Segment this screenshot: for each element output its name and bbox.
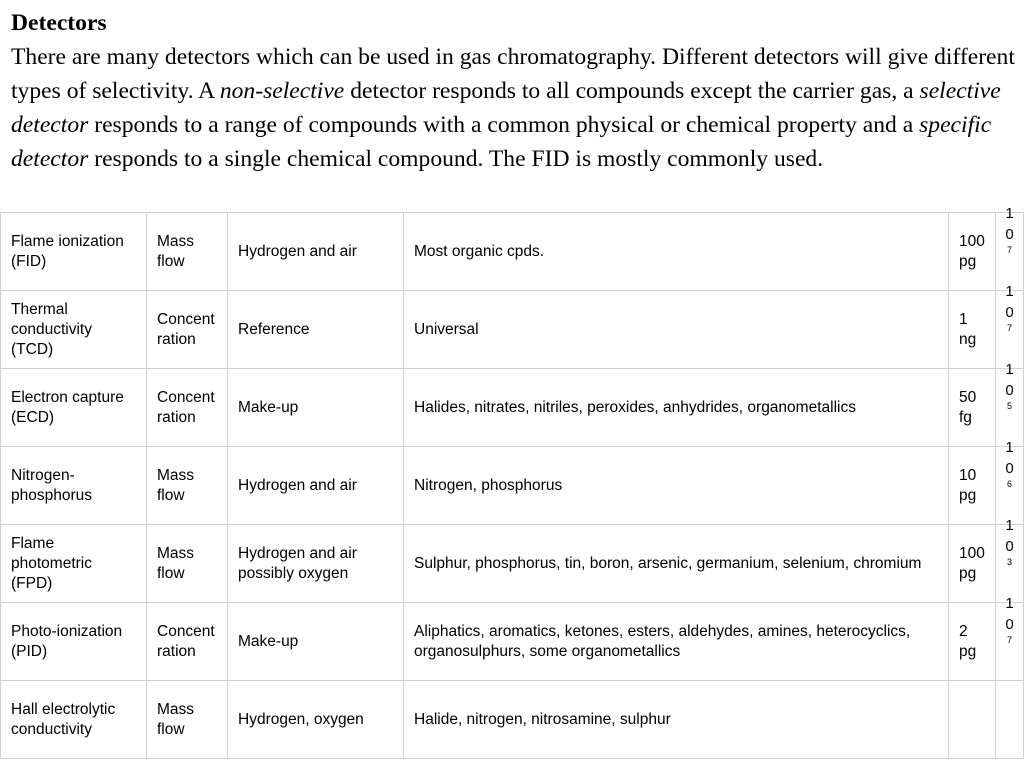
linear-range-exponent: 7 xyxy=(1006,323,1012,333)
support-gases-cell: Hydrogen and air xyxy=(228,213,404,291)
linear-range-exponent: 6 xyxy=(1006,479,1012,489)
term-specific-detector: specific detector xyxy=(11,112,992,172)
linear-range-cell xyxy=(996,681,1024,759)
intro-sentence-4: responds to a single chemical compound. The FID is mostly commonly used. xyxy=(88,146,824,172)
support-gases-cell: Reference xyxy=(228,291,404,369)
support-gases-cell: Make-up xyxy=(228,369,404,447)
linear-range-value xyxy=(996,437,1023,489)
linear-range-exponent: 7 xyxy=(1006,635,1012,645)
detectability-cell: 50 fg xyxy=(949,369,996,447)
linear-range-exponent: 5 xyxy=(1006,401,1012,411)
detectability-cell: 1 ng xyxy=(949,291,996,369)
linear-range-value xyxy=(996,515,1023,567)
detector-type-cell: Mass flow xyxy=(147,213,228,291)
linear-range-cell xyxy=(996,439,1024,525)
linear-range-base: 1 0 xyxy=(1005,205,1014,243)
detector-name-cell: Photo-ionization (PID) xyxy=(1,603,147,681)
selectivity-cell: Most organic cpds. xyxy=(404,213,949,291)
table-row xyxy=(1,603,1024,681)
detectors-table-body xyxy=(1,205,1024,759)
selectivity-cell: Halide, nitrogen, nitrosamine, sulphur xyxy=(404,681,949,759)
support-gases-cell: Make-up xyxy=(228,603,404,681)
linear-range-value xyxy=(996,359,1023,411)
intro-sentence-1: There are many detectors which can be used in gas chromatography. Different detectors will give different types of selectivity. A xyxy=(11,44,1015,104)
detector-type-cell: Concentration xyxy=(147,291,228,369)
linear-range-value xyxy=(996,593,1023,645)
linear-range-cell xyxy=(996,517,1024,603)
detector-type-cell: Concentration xyxy=(147,603,228,681)
detector-type-cell: Mass flow xyxy=(147,681,228,759)
table-row xyxy=(1,369,1024,447)
detector-name-cell: Flame ionization (FID) xyxy=(1,213,147,291)
detector-name-cell: Electron capture (ECD) xyxy=(1,369,147,447)
section-heading: Detectors xyxy=(11,10,107,36)
detector-name-cell: Thermal conductivity (TCD) xyxy=(1,291,147,369)
selectivity-cell: Halides, nitrates, nitriles, peroxides, anhydrides, organometallics xyxy=(404,369,949,447)
detector-type-cell: Mass flow xyxy=(147,447,228,525)
linear-range-base: 1 0 xyxy=(1005,283,1014,321)
detector-name-cell: Nitrogen-phosphorus xyxy=(1,447,147,525)
linear-range-cell xyxy=(996,361,1024,447)
selectivity-cell: Sulphur, phosphorus, tin, boron, arsenic, germanium, selenium, chromium xyxy=(404,525,949,603)
table-row xyxy=(1,681,1024,759)
linear-range-base: 1 0 xyxy=(1005,595,1014,633)
term-non-selective: non-selective xyxy=(219,78,345,104)
linear-range-base: 1 0 xyxy=(1005,361,1014,399)
support-gases-cell: Hydrogen and air xyxy=(228,447,404,525)
detector-name-cell: Hall electrolytic conductivity xyxy=(1,681,147,759)
detectability-cell: 2 pg xyxy=(949,603,996,681)
table-row xyxy=(1,525,1024,603)
table-row xyxy=(1,213,1024,291)
detectors-table xyxy=(0,205,1024,759)
detectability-cell: 10 pg xyxy=(949,447,996,525)
intro-sentence-3: responds to a range of compounds with a common physical or chemical property and a xyxy=(88,112,920,138)
detectability-cell: 100 pg xyxy=(949,525,996,603)
intro-text xyxy=(11,6,1015,176)
detector-type-cell: Mass flow xyxy=(147,525,228,603)
linear-range-cell xyxy=(996,595,1024,681)
detectability-cell: 100 pg xyxy=(949,213,996,291)
linear-range-value xyxy=(996,281,1023,333)
detector-type-cell: Concentration xyxy=(147,369,228,447)
linear-range-cell xyxy=(996,205,1024,291)
table-row xyxy=(1,447,1024,525)
detector-name-cell: Flame photometric (FPD) xyxy=(1,525,147,603)
selectivity-cell: Universal xyxy=(404,291,949,369)
linear-range-value xyxy=(996,203,1023,255)
linear-range-exponent: 3 xyxy=(1006,557,1012,567)
table-row xyxy=(1,291,1024,369)
linear-range-base: 1 0 xyxy=(1005,517,1014,555)
selectivity-cell: Aliphatics, aromatics, ketones, esters, aldehydes, amines, heterocyclics, organosulphurs, some organometallics xyxy=(404,603,949,681)
term-selective-detector: selective detector xyxy=(11,78,1001,138)
support-gases-cell: Hydrogen and air possibly oxygen xyxy=(228,525,404,603)
intro-sentence-2: detector responds to all compounds except the carrier gas, a xyxy=(344,78,920,104)
linear-range-cell xyxy=(996,283,1024,369)
linear-range-exponent: 7 xyxy=(1006,245,1012,255)
support-gases-cell: Hydrogen, oxygen xyxy=(228,681,404,759)
detectability-cell xyxy=(949,681,996,759)
selectivity-cell: Nitrogen, phosphorus xyxy=(404,447,949,525)
linear-range-base: 1 0 xyxy=(1005,439,1014,477)
